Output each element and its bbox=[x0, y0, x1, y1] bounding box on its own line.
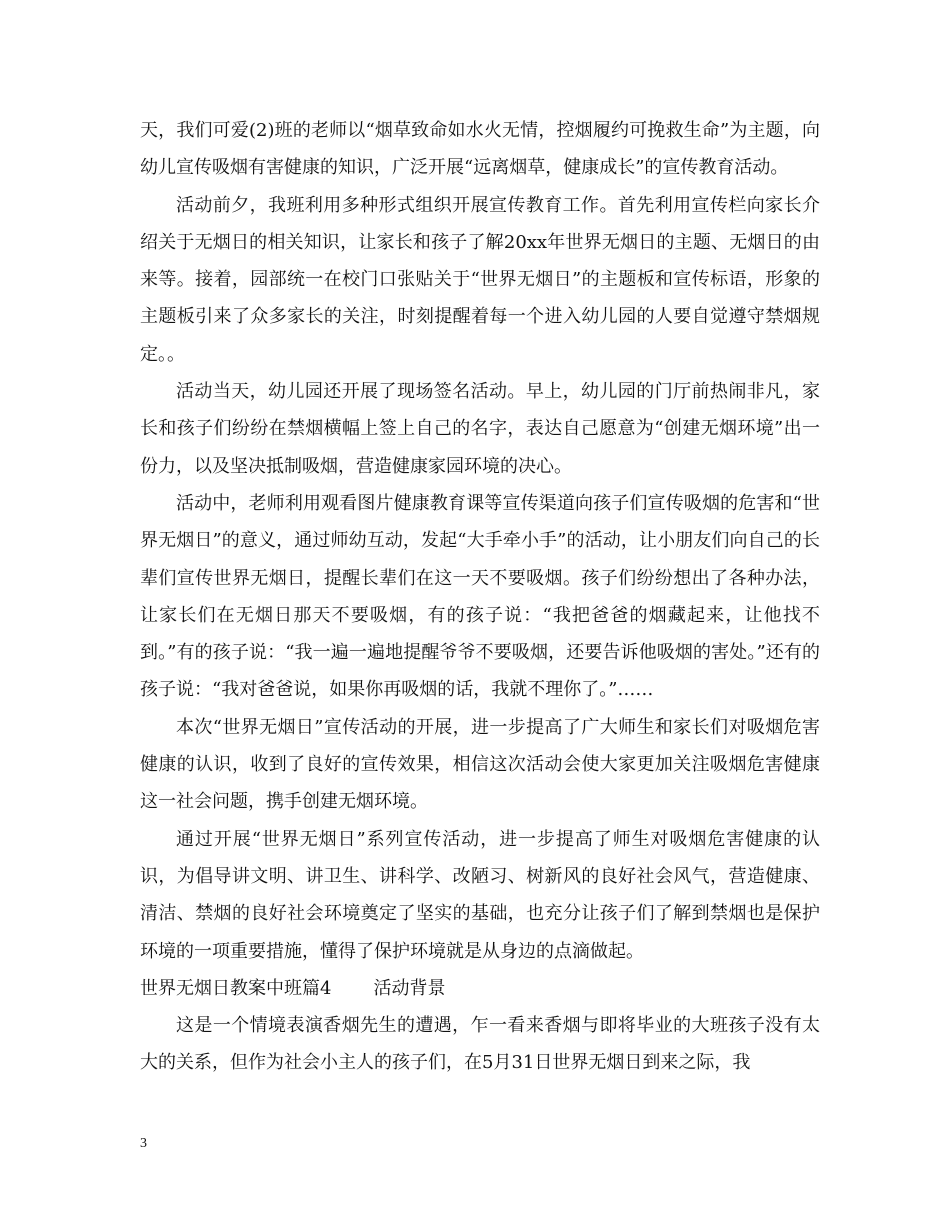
document-body bbox=[140, 112, 820, 1082]
section-subtitle: 活动背景 bbox=[373, 977, 446, 999]
section-title: 世界无烟日教案中班篇4 bbox=[140, 977, 332, 999]
body-paragraph-2: 活动前夕，我班利用多种形式组织开展宣传教育工作。首先利用宣传栏向家长介绍关于无烟日的相关知识，让家长和孩子了解20xx年世界无烟日的主题、无烟日的由来等。接着，园部统一在校门口张贴关于“世界无烟日”的主题板和宣传标语，形象的主题板引来了众多家长的关注，时刻提醒着每一个进入幼儿园的人要自觉遵守禁烟规定。。 bbox=[140, 194, 820, 365]
body-paragraph-3: 活动当天，幼儿园还开展了现场签名活动。早上，幼儿园的门厅前热闹非凡，家长和孩子们纷纷在禁烟横幅上签上自己的名字，表达自己愿意为“创建无烟环境”出一份力，以及坚决抵制吸烟，营造健康家园环境的决心。 bbox=[140, 381, 820, 477]
section-heading bbox=[140, 970, 820, 1007]
page-number: 3 bbox=[140, 1136, 147, 1151]
body-paragraph-5: 本次“世界无烟日”宣传活动的开展，进一步提高了广大师生和家长们对吸烟危害健康的认识，收到了良好的宣传效果，相信这次活动会使大家更加关注吸烟危害健康这一社会问题，携手创建无烟环境。 bbox=[140, 716, 820, 813]
body-paragraph-4: 活动中，老师利用观看图片健康教育课等宣传渠道向孩子们宣传吸烟的危害和“世界无烟日”的意义，通过师幼互动，发起“大手牵小手”的活动，让小朋友们向自己的长辈们宣传世界无烟日，提醒长辈们在这一天不要吸烟。孩子们纷纷想出了各种办法，让家长们在无烟日那天不要吸烟，有的孩子说：“我把爸爸的烟藏起来，让他找不到。”有的孩子说：“我一遍一遍地提醒爷爷不要吸烟，还要告诉他吸烟的害处。”还有的孩子说：“我对爸爸说，如果你再吸烟的话，我就不理你了。”…… bbox=[140, 492, 820, 701]
body-paragraph-6: 通过开展“世界无烟日”系列宣传活动，进一步提高了师生对吸烟危害健康的认识，为倡导讲文明、讲卫生、讲科学、改陋习、树新风的良好社会风气，营造健康、清洁、禁烟的良好社会环境奠定了坚实的基础，也充分让孩子们了解到禁烟也是保护环境的一项重要措施，懂得了保护环境就是从身边的点滴做起。 bbox=[140, 828, 820, 962]
closing-paragraph: 这是一个情境表演香烟先生的遭遇，乍一看来香烟与即将毕业的大班孩子没有太大的关系，但作为社会小主人的孩子们，在5月31日世界无烟日到来之际，我 bbox=[140, 1015, 820, 1074]
body-paragraph-1: 天，我们可爱(2)班的老师以“烟草致命如水火无情，控烟履约可挽救生命”为主题，向幼儿宣传吸烟有害健康的知识，广泛开展“远离烟草，健康成长”的宣传教育活动。 bbox=[140, 120, 820, 179]
